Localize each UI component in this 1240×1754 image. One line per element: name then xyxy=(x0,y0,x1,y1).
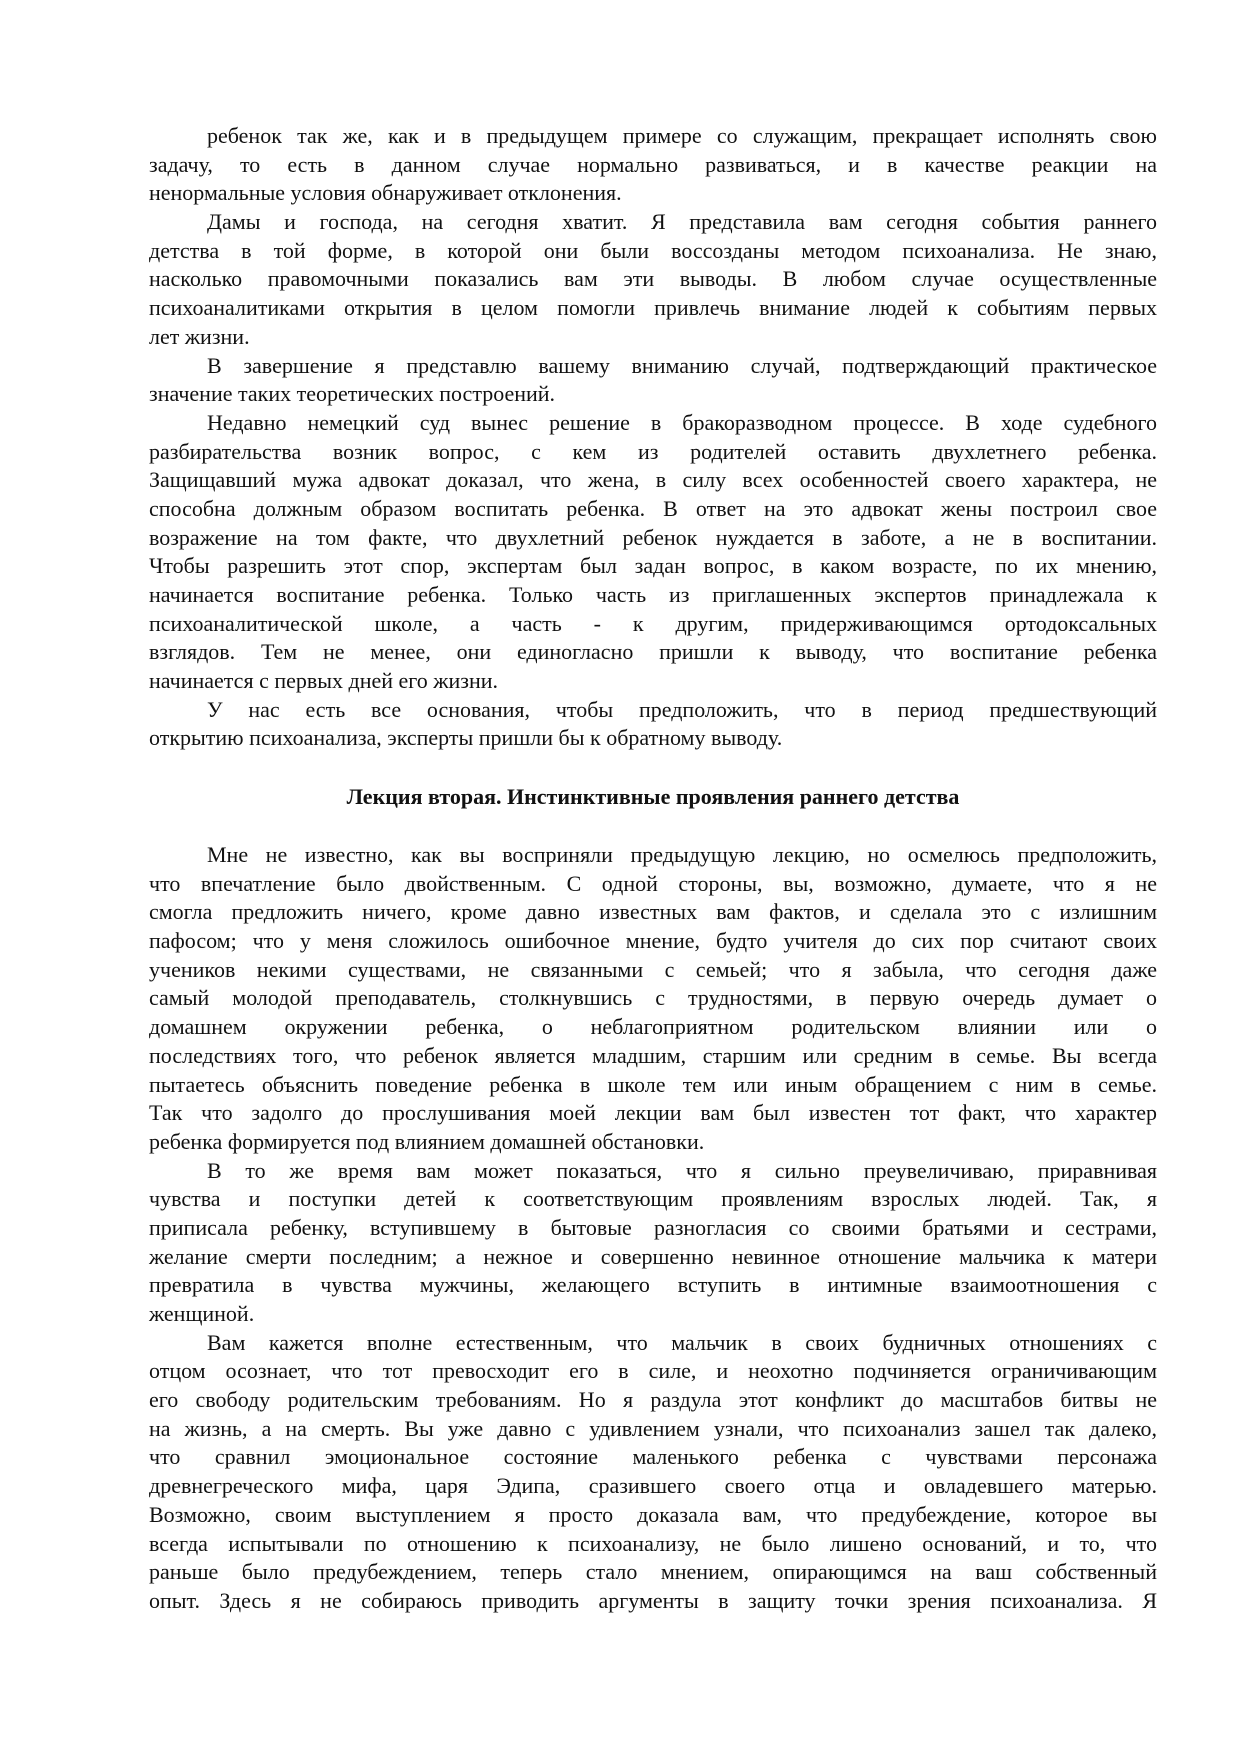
text-line: Защищавший мужа адвокат доказал, что жена, в силу всех особенностей своего характера, не xyxy=(149,467,1157,493)
text-line: на жизнь, а на смерть. Вы уже давно с удивлением узнали, что психоанализ зашел так далеко, xyxy=(149,1415,1157,1441)
text-line: Чтобы разрешить этот спор, экспертам был задан вопрос, в каком возрасте, по их мнению, xyxy=(149,553,1157,579)
text-line: возражение на том факте, что двухлетний ребенок нуждается в заботе, а не в воспитании. xyxy=(149,524,1157,550)
text-line: его свободу родительским требованиям. Но я раздула этот конфликт до масштабов битвы не xyxy=(149,1387,1157,1413)
text-line: лет жизни. xyxy=(149,323,250,349)
text-line: значение таких теоретических построений. xyxy=(149,381,556,407)
text-line: смогла предложить ничего, кроме давно известных вам фактов, и сделала это с излишним xyxy=(149,899,1157,925)
text-line: домашнем окружении ребенка, о неблагоприятном родительском влиянии или о xyxy=(149,1014,1157,1040)
text-line: женщиной. xyxy=(149,1301,255,1326)
text-line: психоаналитиками открытия в целом помогли привлечь внимание людей к событиям первых xyxy=(149,295,1157,321)
text-line: Мне не известно, как вы восприняли предыдущую лекцию, но осмелюсь предположить, xyxy=(207,842,1157,867)
text-section-1 xyxy=(149,122,1157,753)
text-line: задачу, то есть в данном случае нормально развиваться, и в качестве реакции на xyxy=(149,151,1157,177)
text-line: древнегреческого мифа, царя Эдипа, сразившего своего отца и овладевшего матерью. xyxy=(149,1473,1157,1499)
text-line: взглядов. Тем не менее, они единогласно пришли к выводу, что воспитание ребенка xyxy=(149,639,1157,665)
text-line: Дамы и господа, на сегодня хватит. Я представила вам сегодня события раннего xyxy=(207,209,1157,235)
text-line: ненормальные условия обнаруживает отклонения. xyxy=(149,180,622,206)
text-line: начинается с первых дней его жизни. xyxy=(149,668,498,694)
text-line: самый молодой преподаватель, столкнувшись с трудностями, в первую очередь думает о xyxy=(149,985,1157,1011)
text-line: приписала ребенку, вступившему в бытовые разногласия со своими братьями и сестрами, xyxy=(149,1214,1157,1240)
lecture-heading: Лекция вторая. Инстинктивные проявления раннего детства xyxy=(346,784,960,809)
text-line: детства в той форме, в которой они были воссозданы методом психоанализа. Не знаю, xyxy=(149,237,1157,263)
text-line: пытаетесь объяснить поведение ребенка в школе тем или иным обращением с ним в семье. xyxy=(149,1071,1157,1097)
text-line: желание смерти последним; а нежное и совершенно невинное отношение мальчика к матери xyxy=(149,1243,1157,1269)
text-line: ребенок так же, как и в предыдущем примере со служащим, прекращает исполнять свою xyxy=(207,123,1157,148)
text-line: ребенка формируется под влиянием домашней обстановки. xyxy=(149,1128,705,1154)
text-line: разбирательства возник вопрос, с кем из родителей оставить двухлетнего ребенка. xyxy=(149,438,1157,464)
text-line: последствиях того, что ребенок является младшим, старшим или средним в семье. Вы всегда xyxy=(149,1042,1157,1068)
text-line: отцом осознает, что тот превосходит его в силе, и неохотно подчиняется ограничивающим xyxy=(149,1358,1157,1384)
text-line: Недавно немецкий суд вынес решение в бракоразводном процессе. В ходе судебного xyxy=(207,409,1157,435)
text-line: У нас есть все основания, чтобы предположить, что в период предшествующий xyxy=(207,696,1157,722)
text-line: что сравнил эмоциональное состояние маленького ребенка с чувствами персонажа xyxy=(149,1444,1157,1470)
text-line: что впечатление было двойственным. С одной стороны, вы, возможно, думаете, что я не xyxy=(149,870,1157,896)
text-line: чувства и поступки детей к соответствующим проявлениям взрослых людей. Так, я xyxy=(149,1186,1157,1212)
text-line: насколько правомочными показались вам эти выводы. В любом случае осуществленные xyxy=(149,266,1157,292)
text-line: учеников некими существами, не связанными с семьей; что я забыла, что сегодня даже xyxy=(149,956,1157,982)
text-line: способна должным образом воспитать ребенка. В ответ на это адвокат жены построил свое xyxy=(149,495,1157,521)
text-line: В завершение я представлю вашему вниманию случай, подтверждающий практическое xyxy=(207,352,1157,378)
text-line: психоаналитической школе, а часть - к другим, придерживающимся ортодоксальных xyxy=(149,610,1157,636)
text-line: Так что задолго до прослушивания моей лекции вам был известен тот факт, что характер xyxy=(149,1100,1157,1126)
text-line: Вам кажется вполне естественным, что мальчик в своих будничных отношениях с xyxy=(207,1329,1157,1355)
text-line: превратила в чувства мужчины, желающего вступить в интимные взаимоотношения с xyxy=(149,1272,1157,1298)
text-line: пафосом; что у меня сложилось ошибочное мнение, будто учителя до сих пор считают своих xyxy=(149,928,1157,954)
text-line: опыт. Здесь я не собираюсь приводить аргументы в защиту точки зрения психоанализа. Я xyxy=(149,1587,1157,1613)
text-line: Возможно, своим выступлением я просто доказала вам, что предубеждение, которое вы xyxy=(149,1501,1157,1527)
text-line: начинается воспитание ребенка. Только часть из приглашенных экспертов принадлежала к xyxy=(149,582,1157,607)
text-section-2 xyxy=(149,841,1157,1616)
text-line: всегда испытывали по отношению к психоанализу, не было лишено оснований, и то, что xyxy=(149,1530,1157,1556)
text-line: открытию психоанализа, эксперты пришли бы к обратному выводу. xyxy=(149,725,783,751)
text-line: раньше было предубеждением, теперь стало мнением, опирающимся на ваш собственный xyxy=(149,1559,1157,1585)
text-line: В то же время вам может показаться, что я сильно преувеличиваю, приравнивая xyxy=(207,1157,1157,1183)
